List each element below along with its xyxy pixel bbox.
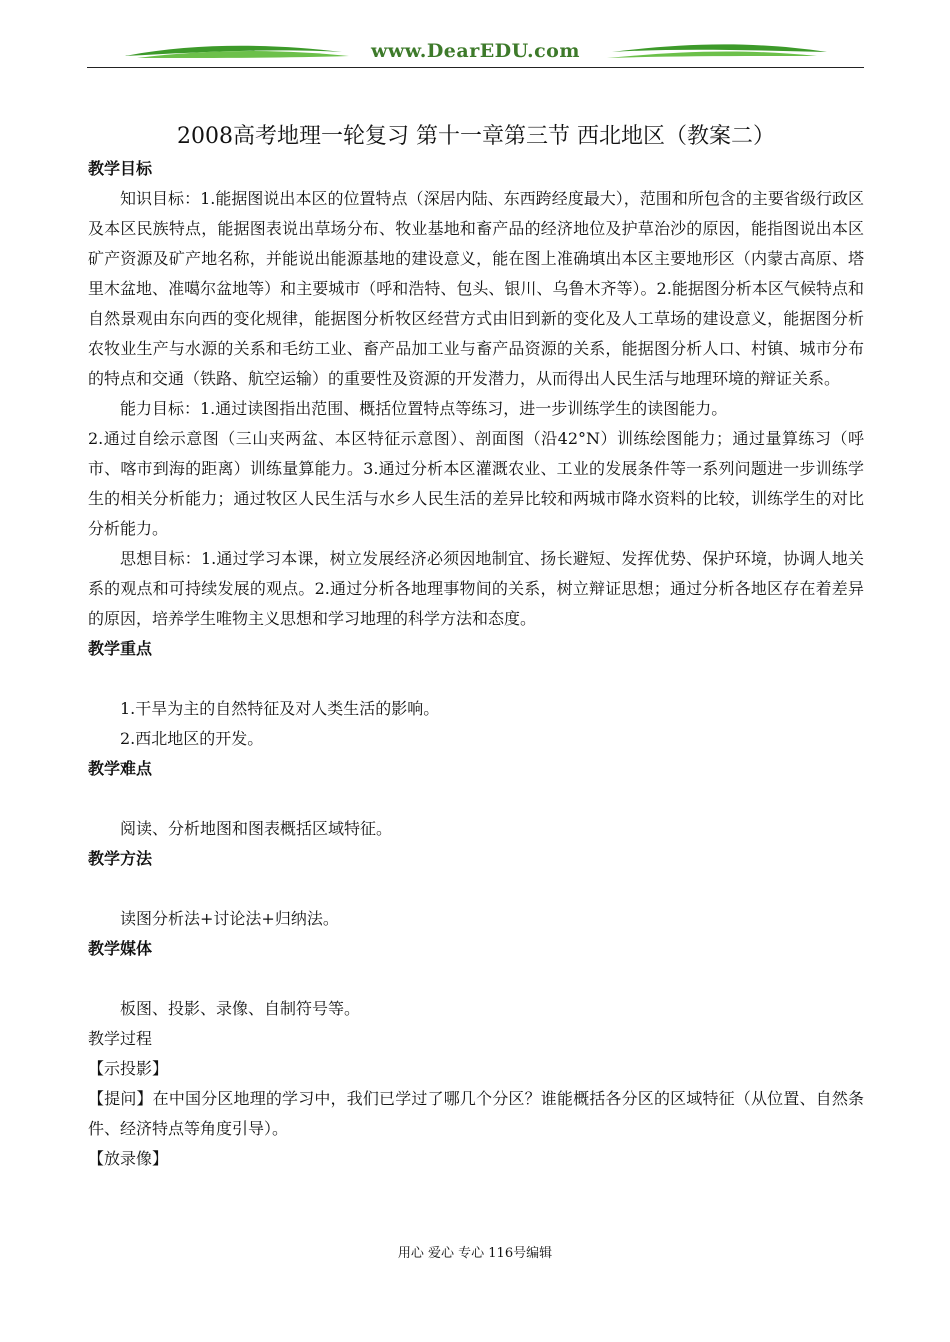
ability-goals-paragraph: 2.通过自绘示意图（三山夹两盆、本区特征示意图）、剖面图（沿42°N）训练绘图能力；通过量算练习（呼市、喀市到海的距离）训练量算能力。3.通过分析本区灌溉农业、工业的发展条件等一系列问题进一步训练学生的相关分析能力；通过牧区人民生活与水乡人民生活的差异比较和两城市降水资料的比较，训练学生的对比分析能力。 [88, 429, 864, 538]
site-logo-text: www.DearEDU.com [371, 40, 580, 62]
section-heading-goals: 教学目标 [88, 159, 153, 178]
header-divider [87, 67, 864, 68]
key-point-item-1: 1.干旱为主的自然特征及对人类生活的影响。 [120, 699, 440, 718]
section-heading-difficulty: 教学难点 [88, 759, 153, 778]
process-show-projection: 【示投影】 [88, 1059, 169, 1078]
knowledge-goals-paragraph: 知识目标：1.能据图说出本区的位置特点（深居内陆、东西跨经度最大），范围和所包含的主要省级行政区及本区民族特点，能据图表说出草场分布、牧业基地和畜产品的经济地位及护草治沙的原因，能指图说出本区矿产资源及矿产地名称，并能说出能源基地的建设意义，能在图上准确填出本区主要地形区（内蒙古高原、塔里木盆地、准噶尔盆地等）和主要城市（呼和浩特、包头、银川、乌鲁木齐等）。2.能据图分析本区气候特点和自然景观由东向西的变化规律，能据图分析牧区经营方式由旧到新的变化及人工草场的建设意义，能据图分析农牧业生产与水源的关系和毛纺工业、畜产品加工业与畜产品资源的关系，能据图分析人口、村镇、城市分布的特点和交通（铁路、航空运输）的重要性及资源的开发潜力，从而得出人民生活与地理环境的辩证关系。 [88, 189, 864, 388]
ability-goals-line: 能力目标：1.通过读图指出范围、概括位置特点等练习，进一步训练学生的读图能力。 [120, 399, 728, 418]
document-body [88, 120, 864, 1174]
page-footer: 用心 爱心 专心 116号编辑 [397, 1246, 553, 1261]
site-header-banner [87, 38, 864, 70]
difficulty-text: 阅读、分析地图和图表概括区域特征。 [120, 819, 393, 838]
section-heading-key-points: 教学重点 [88, 639, 153, 658]
document-title: 2008高考地理一轮复习 第十一章第三节 西北地区（教案二） [177, 124, 775, 149]
key-point-item-2: 2.西北地区的开发。 [120, 729, 264, 748]
section-heading-process: 教学过程 [88, 1029, 153, 1048]
process-question: 【提问】在中国分区地理的学习中，我们已学过了哪几个分区？谁能概括各分区的区域特征（从位置、自然条件、经济特点等角度引导）。 [88, 1089, 864, 1138]
method-text: 读图分析法+讨论法+归纳法。 [120, 909, 339, 928]
section-heading-media: 教学媒体 [88, 939, 153, 958]
media-text: 板图、投影、录像、自制符号等。 [120, 999, 361, 1018]
section-heading-method: 教学方法 [88, 849, 153, 868]
process-play-video: 【放录像】 [88, 1149, 169, 1168]
thought-goals-paragraph: 思想目标：1.通过学习本课，树立发展经济必须因地制宜、扬长避短、发挥优势、保护环境，协调人地关系的观点和可持续发展的观点。2.通过分析各地理事物间的关系，树立辩证思想；通过分析各地区存在着差异的原因，培养学生唯物主义思想和学习地理的科学方法和态度。 [88, 549, 864, 628]
